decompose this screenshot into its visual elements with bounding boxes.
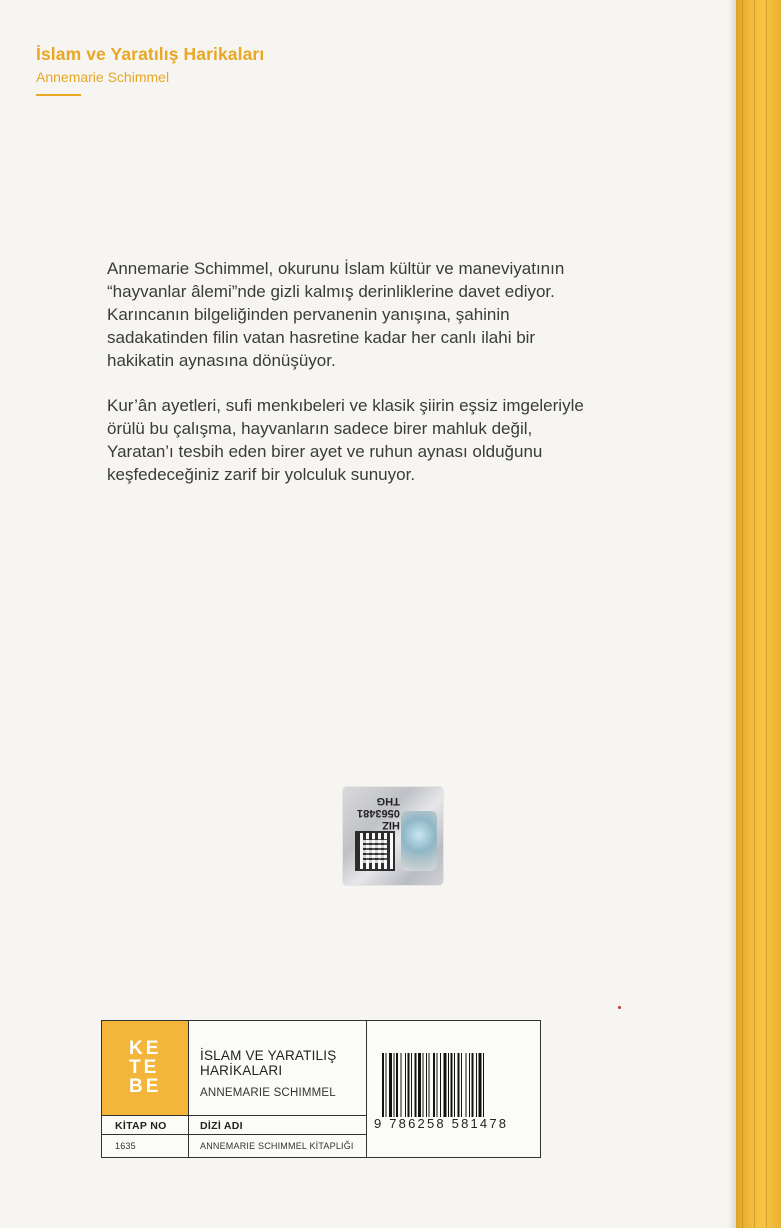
- barcode-bar: [437, 1053, 438, 1117]
- print-mark: [618, 1006, 621, 1009]
- hologram-sticker: [343, 787, 443, 885]
- logo-row: BE: [129, 1076, 162, 1097]
- barcode-bar: [415, 1053, 417, 1117]
- blurb-paragraph-1: [107, 257, 667, 372]
- blurb-line: Annemarie Schimmel, okurunu İslam kültür ve maneviyatının: [107, 259, 565, 278]
- divider: [188, 1021, 189, 1158]
- barcode-bar: [454, 1053, 455, 1117]
- info-book-title: [200, 1048, 365, 1078]
- title-line: HARİKALARI: [200, 1063, 283, 1078]
- barcode-bar: [429, 1053, 430, 1117]
- barcode-bar: [426, 1053, 427, 1117]
- blurb-line: Kur’ân ayetleri, sufi menkıbeleri ve klasik şiirin eşsiz imgeleriyle: [107, 396, 584, 415]
- barcode-bar: [461, 1053, 462, 1117]
- hologram-code-text: [357, 795, 400, 831]
- book-title: İslam ve Yaratılış Harikaları: [36, 44, 265, 64]
- blurb-line: Karıncanın bilgeliğinden pervanenin yanışına, şahinin: [107, 305, 510, 324]
- barcode-bar: [418, 1053, 421, 1117]
- barcode-bar: [382, 1053, 384, 1117]
- isbn-digits: 9 786258 581478: [374, 1116, 509, 1131]
- blurb-line: sadakatinden filin vatan hasretine kadar her canlı ilahi bir: [107, 328, 536, 347]
- header-rule: [36, 94, 81, 96]
- kitap-no-value: 1635: [115, 1141, 136, 1151]
- barcode-bar: [483, 1053, 484, 1117]
- barcode-bar: [479, 1053, 482, 1117]
- barcode-bar: [396, 1053, 398, 1117]
- hologram-disc: [401, 811, 437, 871]
- kitap-no-label: KİTAP NO: [115, 1120, 167, 1132]
- logo-row: TE: [129, 1057, 160, 1078]
- blurb-line: hakikatin aynasına dönüşüyor.: [107, 351, 336, 370]
- divider: [102, 1115, 366, 1116]
- isbn-barcode: [382, 1053, 527, 1117]
- spine-line: [766, 0, 767, 1228]
- blurb-paragraph-2: [107, 394, 667, 486]
- publisher-logo: [102, 1021, 188, 1115]
- divider: [102, 1134, 366, 1135]
- cover-header: [36, 44, 264, 96]
- book-info-box: [101, 1020, 541, 1158]
- dizi-adi-label: DİZİ ADI: [200, 1120, 243, 1132]
- barcode-bar: [440, 1053, 441, 1117]
- publisher-logo-text: [129, 1039, 161, 1096]
- barcode-bar: [386, 1053, 387, 1117]
- info-book-author: ANNEMARIE SCHIMMEL: [200, 1087, 336, 1099]
- blurb-line: örülü bu çalışma, hayvanların sadece birer mahluk değil,: [107, 419, 533, 438]
- barcode-bar: [411, 1053, 412, 1117]
- barcode-bar: [448, 1053, 449, 1117]
- barcode-bar: [458, 1053, 460, 1117]
- hologram-line: HIZ: [382, 819, 400, 831]
- book-author: Annemarie Schimmel: [36, 69, 170, 85]
- divider: [366, 1021, 367, 1158]
- barcode-bar: [423, 1053, 424, 1117]
- barcode-bar: [405, 1053, 406, 1117]
- back-cover-blurb: [107, 257, 667, 508]
- datamatrix-code: [355, 831, 395, 871]
- barcode-bar: [444, 1053, 447, 1117]
- hologram-line: THG: [376, 795, 400, 807]
- barcode-bar: [433, 1053, 435, 1117]
- blurb-line: “hayvanlar âlemi”nde gizli kalmış derinliklerine davet ediyor.: [107, 282, 555, 301]
- spine-line: [754, 0, 755, 1228]
- title-line: İSLAM VE YARATILIŞ: [200, 1048, 337, 1063]
- barcode-bar: [451, 1053, 453, 1117]
- barcode-bar: [408, 1053, 410, 1117]
- barcode-bar: [401, 1053, 402, 1117]
- barcode-bar: [394, 1053, 395, 1117]
- spine-line: [742, 0, 743, 1228]
- dizi-adi-value: ANNEMARIE SCHIMMEL KİTAPLIĞI: [200, 1141, 354, 1151]
- book-spine: [736, 0, 781, 1228]
- hologram-line: 0563481: [357, 807, 400, 819]
- blurb-line: keşfedeceğiniz zarif bir yolculuk sunuyor.: [107, 465, 416, 484]
- barcode-bar: [472, 1053, 474, 1117]
- barcode-bar: [469, 1053, 470, 1117]
- blurb-line: Yaratan’ı tesbih eden birer ayet ve ruhun aynası olduğunu: [107, 442, 543, 461]
- barcode-bar: [389, 1053, 392, 1117]
- barcode-bar: [476, 1053, 477, 1117]
- logo-row: KE: [129, 1038, 162, 1059]
- barcode-bar: [466, 1053, 467, 1117]
